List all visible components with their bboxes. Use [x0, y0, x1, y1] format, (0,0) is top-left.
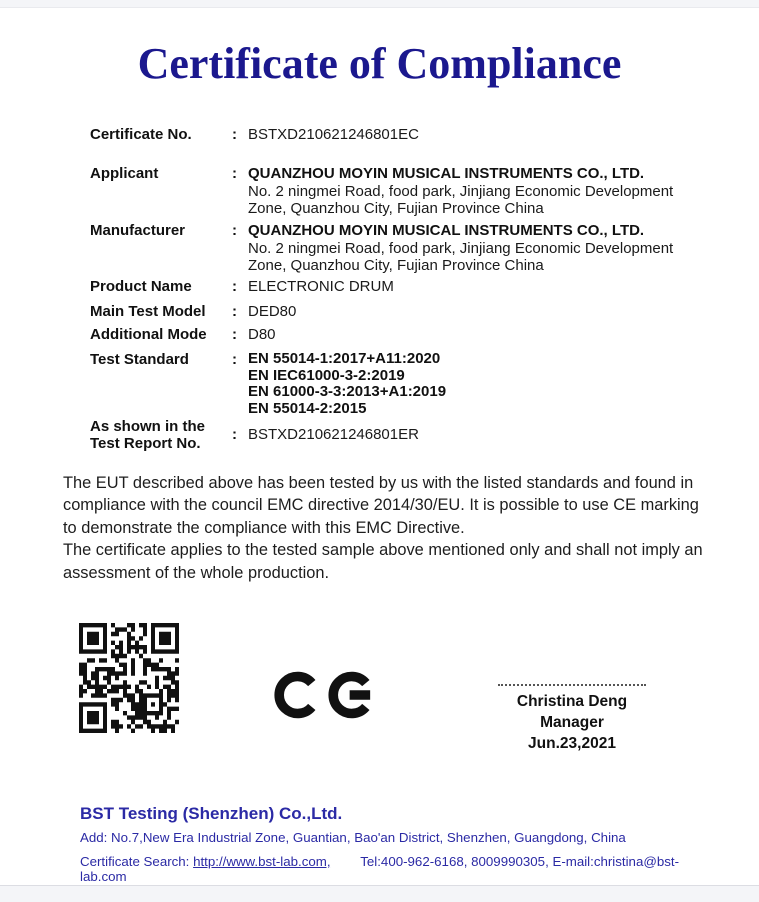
test-standard-entry: EN 55014-1:2017+A11:2020 — [248, 350, 441, 367]
footer-contact-line — [80, 854, 700, 884]
declaration-paragraph-1: The EUT described above has been tested by us with the listed standards and found in compliance with the council EMC directive 2014/30/EU. It is possible to use CE marking to demonstrate the compliance with this EMC Directive. — [63, 474, 699, 537]
test-report-label-line2: Test Report No. — [90, 435, 201, 452]
colon-separator — [232, 426, 248, 444]
colon-separator — [232, 222, 248, 240]
field-row-additional-mode — [90, 326, 276, 344]
test-standard-entry: EN IEC61000-3-2:2019 — [248, 366, 405, 384]
field-row-applicant — [90, 165, 673, 218]
certificate-search-label: Certificate Search: — [80, 854, 190, 869]
field-row-manufacturer — [90, 222, 673, 275]
field-value-certificate-no: BSTXD210621246801EC — [248, 126, 419, 143]
field-row-test-standard — [90, 351, 446, 417]
signature-line — [498, 684, 646, 686]
field-row-product-name — [90, 278, 394, 296]
page-top-strip — [0, 0, 759, 8]
field-row-main-test-model — [90, 303, 296, 321]
manufacturer-address-line1: No. 2 ningmei Road, food park, Jinjiang Economic Development — [248, 239, 674, 257]
field-label-certificate-no: Certificate No. — [90, 126, 192, 143]
certificate-search-link[interactable]: http://www.bst-lab.com, — [193, 854, 331, 869]
field-label-additional-mode: Additional Mode — [90, 326, 207, 343]
field-value-product-name: ELECTRONIC DRUM — [248, 278, 394, 295]
ce-mark-icon — [273, 656, 377, 734]
field-label-product-name: Product Name — [90, 278, 192, 295]
certificate-title: Certificate of Compliance — [137, 39, 622, 88]
applicant-address-line1: No. 2 ningmei Road, food park, Jinjiang Economic Development — [248, 182, 674, 200]
field-row-certificate-no — [90, 126, 419, 144]
declaration-text — [63, 472, 717, 584]
field-label-applicant: Applicant — [90, 165, 159, 182]
field-label-main-test-model: Main Test Model — [90, 303, 206, 320]
issuer-company-name: BST Testing (Shenzhen) Co.,Ltd. — [80, 804, 343, 823]
footer — [80, 804, 700, 884]
signer-name: Christina Deng — [516, 693, 628, 710]
colon-separator — [232, 278, 248, 296]
colon-separator — [232, 165, 248, 183]
qr-code — [79, 623, 179, 733]
test-standard-entry: EN 55014-2:2015 — [248, 399, 367, 417]
field-label-manufacturer: Manufacturer — [90, 222, 186, 239]
colon-separator — [232, 326, 248, 344]
page-bottom-strip — [0, 885, 759, 902]
manufacturer-address-line2: Zone, Quanzhou City, Fujian Province China — [248, 257, 544, 274]
signature-block — [498, 684, 646, 754]
signature-date: Jun.23,2021 — [528, 735, 616, 752]
manufacturer-company: QUANZHOU MOYIN MUSICAL INSTRUMENTS CO., LTD. — [248, 222, 645, 239]
issuer-contact-info: Tel:400-962-6168, 8009990305, E-mail:christina@bst-lab.com — [80, 854, 680, 884]
field-row-test-report-no — [90, 418, 419, 452]
applicant-company: QUANZHOU MOYIN MUSICAL INSTRUMENTS CO., LTD. — [248, 165, 645, 182]
applicant-address-line2: Zone, Quanzhou City, Fujian Province China — [248, 200, 544, 217]
field-value-test-report-no: BSTXD210621246801ER — [248, 426, 419, 444]
field-label-test-standard: Test Standard — [90, 351, 189, 368]
colon-separator — [232, 303, 248, 321]
colon-separator — [232, 351, 248, 369]
field-value-additional-mode: D80 — [248, 326, 276, 343]
issuer-address: Add: No.7,New Era Industrial Zone, Guantian, Bao'an District, Shenzhen, Guangdong, China — [80, 830, 626, 845]
test-report-label-line1: As shown in the — [90, 418, 206, 435]
field-value-main-test-model: DED80 — [248, 303, 297, 320]
declaration-paragraph-2: The certificate applies to the tested sample above mentioned only and shall not imply an assessment of the whole production. — [63, 541, 703, 582]
signer-title: Manager — [540, 714, 604, 731]
field-label-test-report-no — [90, 418, 232, 452]
colon-separator — [232, 126, 248, 144]
test-standard-entry: EN 61000-3-3:2013+A1:2019 — [248, 383, 447, 400]
